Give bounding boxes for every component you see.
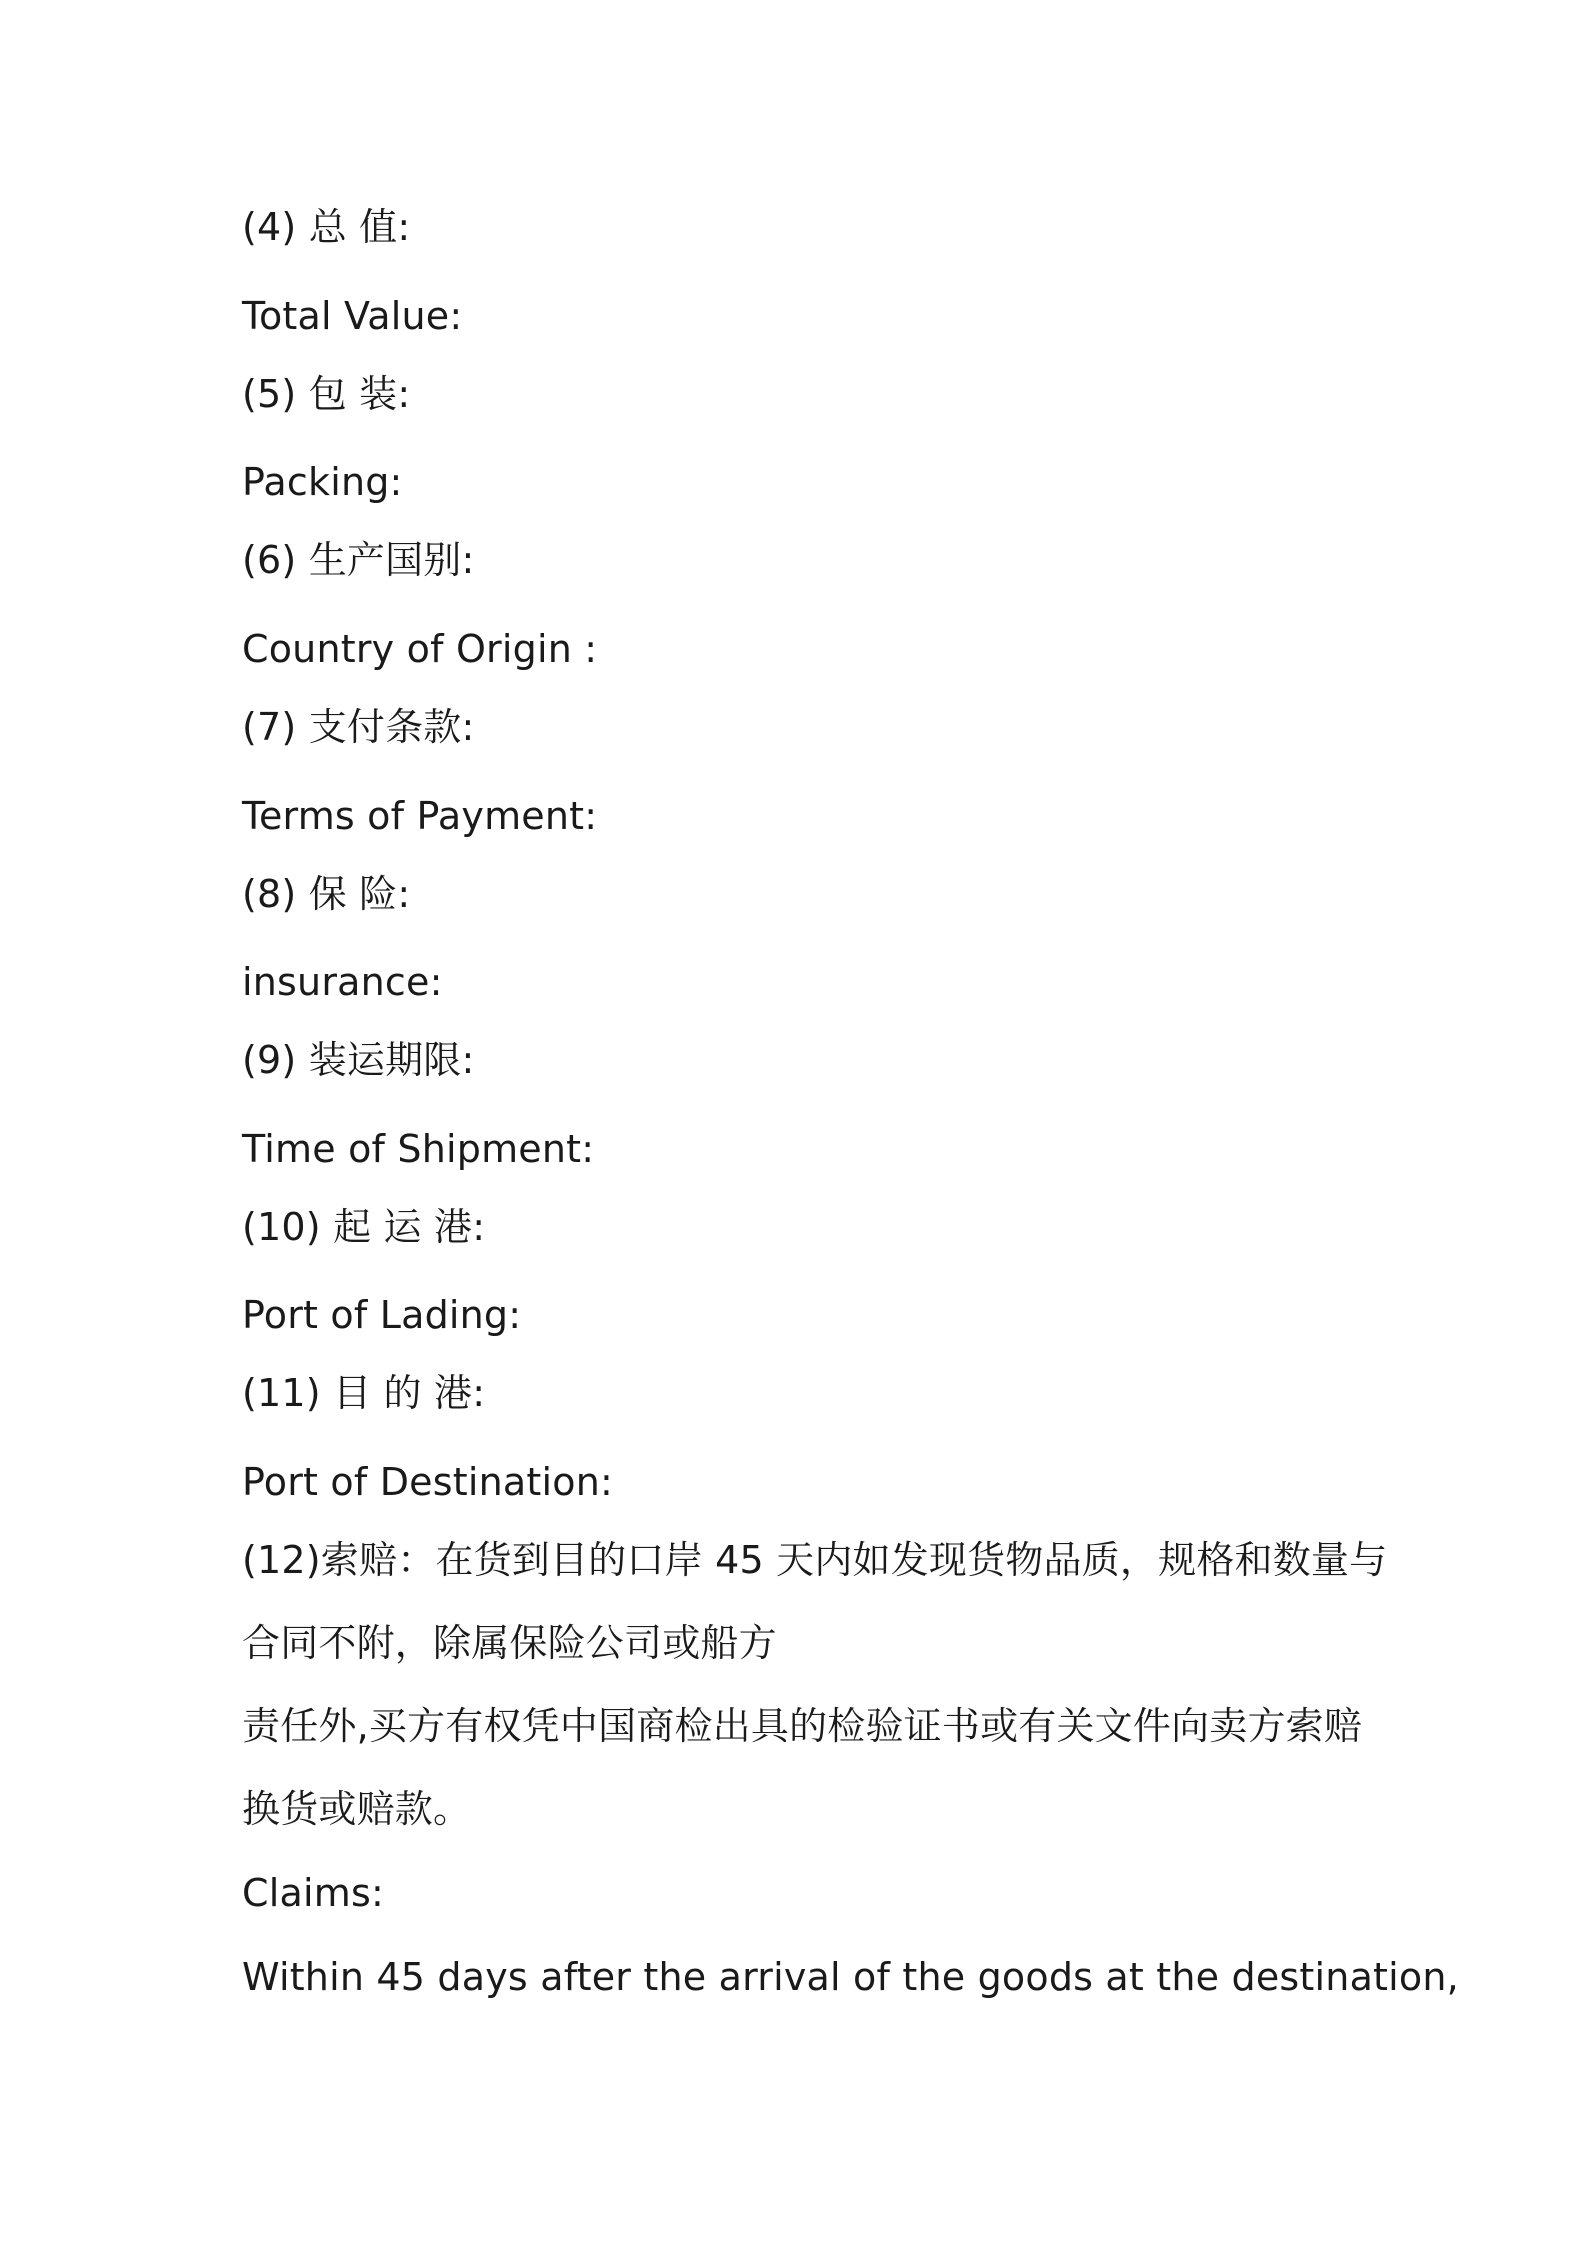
claims-cn-paragraph-line-2: 合同不附，除属保险公司或船方 xyxy=(242,1621,777,1665)
insurance-en-label: insurance: xyxy=(242,960,443,1004)
packing-en-label: Packing: xyxy=(242,460,403,504)
insurance-cn-label: (8) 保 险: xyxy=(242,872,411,916)
claims-cn-paragraph-line-1: (12)索赔：在货到目的口岸 45 天内如发现货物品质，规格和数量与 xyxy=(242,1538,1388,1582)
packing-cn-label: (5) 包 装: xyxy=(242,372,411,416)
claims-cn-paragraph-line-3: 责任外,买方有权凭中国商检出具的检验证书或有关文件向卖方索赔 xyxy=(242,1704,1363,1748)
port-of-destination-en-label: Port of Destination: xyxy=(242,1460,613,1504)
time-of-shipment-en-label: Time of Shipment: xyxy=(242,1127,595,1171)
claims-en-label: Claims: xyxy=(242,1871,384,1915)
country-of-origin-en-label: Country of Origin : xyxy=(242,627,598,671)
port-of-destination-cn-label: (11) 目 的 港: xyxy=(242,1371,486,1415)
total-value-en-label: Total Value: xyxy=(242,294,463,338)
time-of-shipment-cn-label: (9) 装运期限: xyxy=(242,1038,475,1082)
country-of-origin-cn-label: (6) 生产国别: xyxy=(242,538,475,582)
port-of-lading-cn-label: (10) 起 运 港: xyxy=(242,1205,486,1249)
claims-cn-paragraph-line-4: 换货或赔款。 xyxy=(242,1787,472,1831)
terms-of-payment-cn-label: (7) 支付条款: xyxy=(242,705,475,749)
claims-en-paragraph-line-1: Within 45 days after the arrival of the goods at the destination, xyxy=(242,1955,1459,1999)
port-of-lading-en-label: Port of Lading: xyxy=(242,1293,522,1337)
total-value-cn-label: (4) 总 值: xyxy=(242,205,411,249)
terms-of-payment-en-label: Terms of Payment: xyxy=(242,794,598,838)
